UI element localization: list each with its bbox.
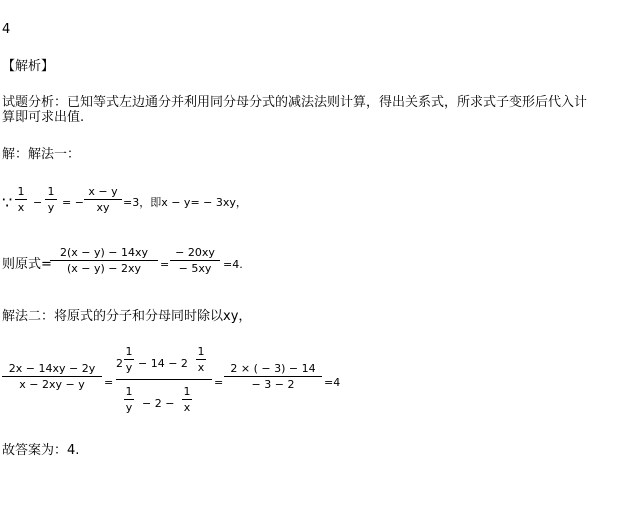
original-expression-label: 则原式= — [2, 257, 52, 272]
analysis-line-2: 算即可求出值. — [2, 110, 85, 125]
fraction-numerator: − 20xy — [175, 246, 215, 259]
fraction-denominator: y — [47, 201, 55, 214]
because-symbol: ∵ — [2, 193, 13, 212]
method-two-intro: 解法二：将原式的分子和分母同时除以xy， — [2, 309, 252, 324]
fraction-substituted — [50, 246, 158, 275]
main-fraction-bar — [116, 379, 212, 380]
fraction-denominator: − 5xy — [178, 262, 212, 275]
fraction-denominator: x — [183, 401, 191, 414]
fraction-denominator: (x − y) − 2xy — [66, 262, 142, 275]
fraction-1-over-y — [45, 185, 57, 214]
fraction-bar — [124, 399, 134, 400]
answer-value: 4 — [2, 22, 11, 37]
fraction-substituted-values — [224, 362, 322, 391]
fraction-bar — [124, 359, 134, 360]
analysis-line-1: 试题分析：已知等式左边通分并利用同分母分式的减法法则计算，得出关系式，所求式子变形后代入计 — [2, 95, 588, 110]
fraction-denominator: − 3 − 2 — [251, 378, 295, 391]
fraction-x-minus-y-over-xy — [84, 185, 122, 214]
equals-sign: = — [160, 258, 170, 271]
step2-result: =4. — [223, 258, 243, 271]
fraction-numerator: x − y — [88, 185, 118, 198]
numerator-middle: − 14 − 2 — [138, 357, 188, 370]
equals-sign: = — [104, 376, 114, 389]
fraction-numerator: 1 — [125, 345, 133, 358]
fraction-denominator: x — [197, 361, 205, 374]
conclusion: 故答案为：4. — [2, 443, 80, 458]
equals-negative: = − — [62, 196, 84, 209]
fraction-numerator: 2 × ( − 3) − 14 — [230, 362, 316, 375]
fraction-denominator: x − 2xy − y — [19, 378, 85, 391]
fraction-bar — [196, 359, 206, 360]
fraction-1-over-x — [15, 185, 27, 214]
fraction-numerator: 2(x − y) − 14xy — [59, 246, 149, 259]
minus-sign: − — [33, 196, 43, 209]
fraction-bar — [50, 260, 158, 261]
fraction-simplified — [170, 246, 220, 275]
equals-sign: = — [214, 376, 224, 389]
fraction-numerator: 1 — [47, 185, 55, 198]
fraction-bar — [45, 199, 57, 200]
fraction-bar — [84, 199, 122, 200]
fraction-1-over-x — [182, 385, 192, 414]
fraction-1-over-y — [124, 345, 134, 374]
fraction-bar — [2, 376, 102, 377]
fraction-bar — [170, 260, 220, 261]
fraction-numerator: 1 — [197, 345, 205, 358]
step3-result: =4 — [324, 376, 341, 389]
fraction-1-over-x — [196, 345, 206, 374]
complex-fraction — [116, 345, 212, 415]
fraction-denominator: y — [125, 401, 133, 414]
fraction-bar — [15, 199, 27, 200]
fraction-bar — [224, 376, 322, 377]
fraction-bar — [182, 399, 192, 400]
fraction-numerator: 2x − 14xy − 2y — [8, 362, 96, 375]
fraction-numerator: 1 — [183, 385, 191, 398]
fraction-numerator: 1 — [125, 385, 133, 398]
fraction-numerator: 1 — [17, 185, 25, 198]
fraction-denominator: x — [17, 201, 25, 214]
section-heading: 【解析】 — [2, 59, 55, 74]
fraction-original — [2, 362, 102, 391]
fraction-denominator: y — [125, 361, 133, 374]
solution-intro: 解：解法一： — [2, 147, 81, 162]
step1-result: =3，即x − y= − 3xy， — [123, 196, 247, 209]
denominator-middle: − 2 − — [142, 397, 175, 410]
fraction-denominator: xy — [96, 201, 110, 214]
fraction-1-over-y — [124, 385, 134, 414]
numerator-coefficient: 2 — [116, 357, 123, 370]
